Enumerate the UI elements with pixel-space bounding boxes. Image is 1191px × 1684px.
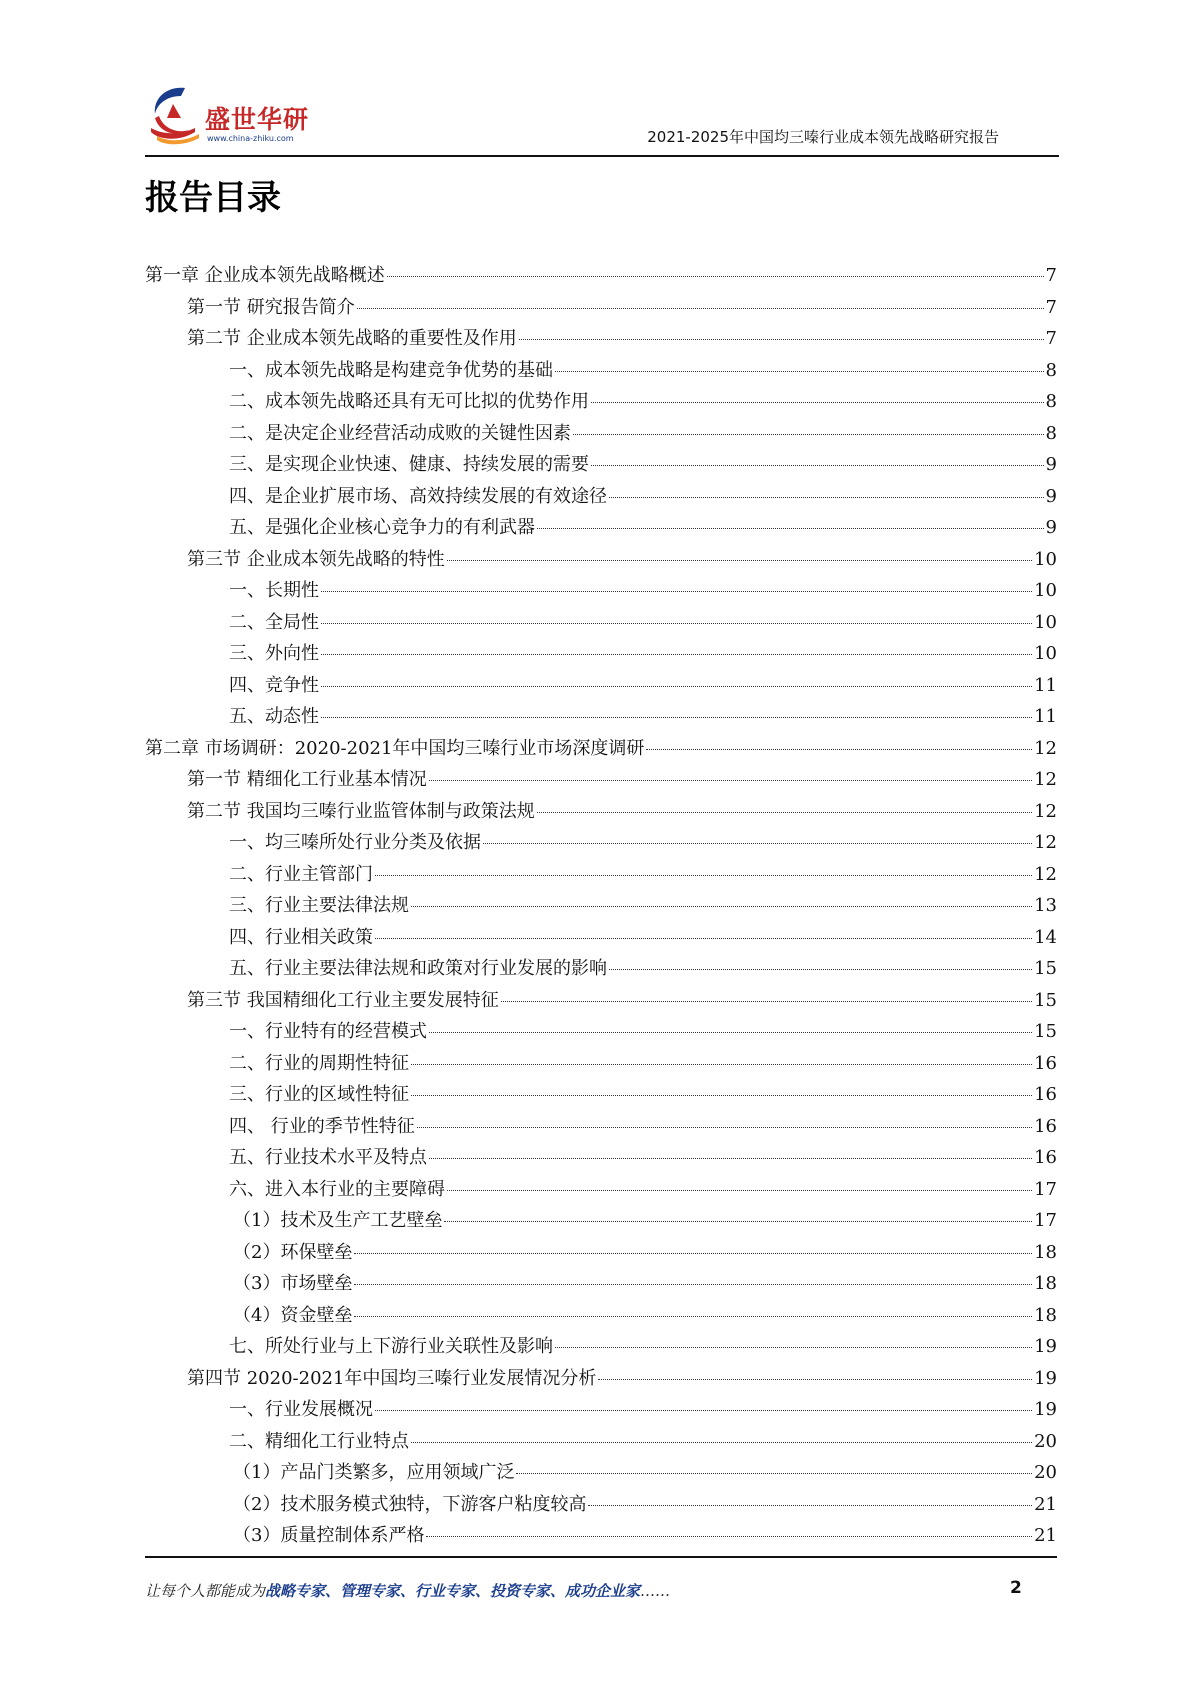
page-number: 2 <box>1010 1578 1022 1598</box>
toc-entry[interactable] <box>145 324 1057 356</box>
toc-entry[interactable] <box>145 702 1057 734</box>
toc-entry-page: 9 <box>1045 485 1057 507</box>
toc-dot-leader <box>591 402 1044 403</box>
toc-dot-leader <box>537 528 1044 529</box>
page-header <box>145 78 1059 158</box>
toc-entry-page: 21 <box>1034 1525 1057 1546</box>
toc-dot-leader <box>426 1536 1032 1537</box>
toc-entry-title: 四、竞争性 <box>229 674 319 696</box>
toc-dot-leader <box>411 1064 1032 1065</box>
toc-entry-title: 第二节 我国均三嗪行业监管体制与政策法规 <box>187 800 535 822</box>
logo-emblem-icon <box>145 84 205 146</box>
toc-dot-leader <box>321 623 1032 624</box>
logo-url: www.china-zhiku.com <box>207 134 294 143</box>
toc-entry-page: 15 <box>1034 1021 1057 1042</box>
toc-entry-page: 19 <box>1034 1399 1057 1420</box>
toc-entry-title: 第一章 企业成本领先战略概述 <box>145 265 385 286</box>
toc-dot-leader <box>411 1095 1032 1096</box>
toc-entry-title: 五、是强化企业核心竞争力的有利武器 <box>229 517 535 538</box>
toc-entry-page: 10 <box>1034 643 1057 664</box>
toc-entry[interactable] <box>145 734 1057 766</box>
toc-entry[interactable] <box>145 482 1057 514</box>
toc-entry-page: 15 <box>1034 989 1057 1011</box>
footer-divider <box>145 1556 1057 1558</box>
toc-entry-page: 12 <box>1034 737 1057 759</box>
toc-entry-page: 16 <box>1034 1147 1057 1168</box>
toc-entry-title: 第一节 精细化工行业基本情况 <box>187 769 427 790</box>
toc-entry-title: 二、成本领先战略还具有无可比拟的优势作用 <box>229 391 589 412</box>
toc-entry[interactable] <box>145 1269 1057 1301</box>
toc-entry-page: 18 <box>1034 1241 1057 1263</box>
toc-entry-title: 五、动态性 <box>229 706 319 727</box>
toc-entry[interactable] <box>145 1206 1057 1238</box>
toc-entry-title: 一、行业发展概况 <box>229 1399 373 1420</box>
toc-dot-leader <box>609 969 1032 970</box>
toc-entry-title: （2）环保壁垒 <box>233 1241 353 1263</box>
toc-entry[interactable] <box>145 797 1057 829</box>
toc-entry-title: 二、全局性 <box>229 611 319 633</box>
toc-entry-title: 二、是决定企业经营活动成败的关键性因素 <box>229 422 571 444</box>
toc-entry-page: 7 <box>1045 265 1057 286</box>
toc-entry-title: 第二章 市场调研：2020-2021年中国均三嗪行业市场深度调研 <box>145 737 645 759</box>
toc-entry-page: 8 <box>1045 391 1057 412</box>
toc-entry-title: （3）市场壁垒 <box>233 1273 353 1294</box>
toc-dot-leader <box>447 560 1032 561</box>
toc-entry[interactable] <box>145 639 1057 671</box>
logo-name: 盛世华研 <box>205 105 310 134</box>
toc-entry[interactable] <box>145 1521 1057 1553</box>
toc-entry-title: 三、外向性 <box>229 643 319 664</box>
toc-entry-page: 17 <box>1034 1210 1057 1231</box>
toc-dot-leader <box>483 843 1032 844</box>
toc-entry-page: 9 <box>1045 517 1057 538</box>
toc-dot-leader <box>354 1253 1032 1254</box>
toc-entry-page: 7 <box>1045 328 1057 349</box>
toc-entry[interactable] <box>145 293 1057 325</box>
toc-entry[interactable] <box>145 1049 1057 1081</box>
toc-entry-page: 10 <box>1034 548 1057 570</box>
toc-entry-page: 11 <box>1034 706 1057 727</box>
header-divider <box>145 155 1059 157</box>
toc-entry-page: 19 <box>1034 1367 1057 1389</box>
toc-entry-page: 20 <box>1034 1462 1057 1483</box>
toc-entry-title: 六、进入本行业的主要障碍 <box>229 1178 445 1200</box>
toc-entry-page: 13 <box>1034 895 1057 916</box>
toc-entry-page: 16 <box>1034 1115 1057 1137</box>
toc-entry-title: （3）质量控制体系严格 <box>233 1525 425 1546</box>
toc-dot-leader <box>357 308 1044 309</box>
toc-entry-title: （1）产品门类繁多，应用领域广泛 <box>233 1462 515 1483</box>
footer-slogan-suffix: …… <box>640 1582 671 1600</box>
toc-entry-page: 14 <box>1034 926 1057 948</box>
toc-entry-page: 12 <box>1034 832 1057 853</box>
toc-dot-leader <box>321 686 1032 687</box>
toc-entry-title: 五、行业主要法律法规和政策对行业发展的影响 <box>229 958 607 979</box>
toc-dot-leader <box>555 1347 1032 1348</box>
footer-slogan-prefix: 让每个人都能成为 <box>145 1582 266 1600</box>
toc-dot-leader <box>444 1221 1032 1222</box>
toc-entry-page: 10 <box>1034 611 1057 633</box>
toc-dot-leader <box>321 717 1032 718</box>
toc-entry-title: 三、行业主要法律法规 <box>229 895 409 916</box>
toc-dot-leader <box>354 1316 1032 1317</box>
toc-dot-leader <box>516 1473 1032 1474</box>
toc-entry[interactable] <box>145 860 1057 892</box>
toc-dot-leader <box>387 276 1044 277</box>
toc-dot-leader <box>537 812 1032 813</box>
toc-entry-page: 7 <box>1045 296 1057 318</box>
toc-entry-title: 五、行业技术水平及特点 <box>229 1147 427 1168</box>
toc-entry-title: 四、行业相关政策 <box>229 926 373 948</box>
toc-dot-leader <box>417 1127 1032 1128</box>
toc-entry-title: 第三节 我国精细化工行业主要发展特征 <box>187 989 499 1011</box>
toc-entry-title: 四、是企业扩展市场、高效持续发展的有效途径 <box>229 485 607 507</box>
toc-entry-page: 10 <box>1034 580 1057 601</box>
toc-entry[interactable] <box>145 1427 1057 1459</box>
toc-dot-leader <box>501 1001 1032 1002</box>
toc-entry[interactable] <box>145 954 1057 986</box>
toc-entry-page: 21 <box>1034 1493 1057 1515</box>
toc-entry-title: 第一节 研究报告简介 <box>187 296 355 318</box>
toc-entry-page: 12 <box>1034 769 1057 790</box>
toc-entry-title: （4）资金壁垒 <box>233 1304 353 1326</box>
toc-entry-title: 三、行业的区域性特征 <box>229 1084 409 1105</box>
toc-dot-leader <box>519 339 1044 340</box>
toc-entry[interactable] <box>145 1395 1057 1427</box>
toc-entry[interactable] <box>145 576 1057 608</box>
toc-dot-leader <box>429 1158 1032 1159</box>
toc-entry[interactable] <box>145 387 1057 419</box>
toc-dot-leader <box>573 434 1044 435</box>
toc-entry-page: 16 <box>1034 1084 1057 1105</box>
toc-entry[interactable] <box>145 513 1057 545</box>
toc-entry-page: 15 <box>1034 958 1057 979</box>
toc-dot-leader <box>321 591 1032 592</box>
page-title: 报告目录 <box>145 178 281 218</box>
toc-dot-leader <box>598 1379 1032 1380</box>
toc-entry-page: 18 <box>1034 1304 1057 1326</box>
toc-entry[interactable] <box>145 1112 1057 1144</box>
toc-dot-leader <box>609 497 1044 498</box>
toc-entry-title: 第四节 2020-2021年中国均三嗪行业发展情况分析 <box>187 1367 597 1389</box>
toc-dot-leader <box>588 1505 1032 1506</box>
toc-dot-leader <box>646 749 1032 750</box>
toc-entry-page: 11 <box>1034 674 1057 696</box>
toc-dot-leader <box>354 1284 1032 1285</box>
toc-dot-leader <box>375 875 1032 876</box>
toc-entry[interactable] <box>145 1080 1057 1112</box>
toc-entry-title: 一、均三嗪所处行业分类及依据 <box>229 832 481 853</box>
toc-entry-title: 三、是实现企业快速、健康、持续发展的需要 <box>229 454 589 475</box>
toc-entry-page: 9 <box>1045 454 1057 475</box>
toc-entry-title: 一、成本领先战略是构建竞争优势的基础 <box>229 359 553 381</box>
toc-entry-title: 二、行业的周期性特征 <box>229 1052 409 1074</box>
toc-entry[interactable] <box>145 828 1057 860</box>
toc-entry[interactable] <box>145 986 1057 1018</box>
toc-entry-title: （1）技术及生产工艺壁垒 <box>233 1210 443 1231</box>
toc-entry[interactable] <box>145 1175 1057 1207</box>
toc-dot-leader <box>375 1410 1032 1411</box>
toc-entry-page: 20 <box>1034 1430 1057 1452</box>
footer-slogan <box>145 1580 670 1601</box>
toc-entry-title: 第三节 企业成本领先战略的特性 <box>187 548 445 570</box>
toc-entry[interactable] <box>145 1458 1057 1490</box>
toc-entry-page: 19 <box>1034 1336 1057 1357</box>
footer-slogan-highlight: 战略专家、管理专家、行业专家、投资专家、成功企业家 <box>265 1582 641 1600</box>
table-of-contents <box>145 261 1057 1553</box>
company-logo <box>145 84 315 148</box>
toc-dot-leader <box>591 465 1044 466</box>
toc-entry-title: 二、行业主管部门 <box>229 863 373 885</box>
toc-entry[interactable] <box>145 419 1057 451</box>
toc-entry-page: 12 <box>1034 800 1057 822</box>
toc-entry-title: 一、行业特有的经营模式 <box>229 1021 427 1042</box>
toc-entry-page: 16 <box>1034 1052 1057 1074</box>
toc-entry[interactable] <box>145 765 1057 797</box>
toc-entry-title: 四、 行业的季节性特征 <box>229 1115 415 1137</box>
toc-entry[interactable] <box>145 356 1057 388</box>
document-title: 2021-2025年中国均三嗪行业成本领先战略研究报告 <box>647 128 999 146</box>
toc-entry[interactable] <box>145 608 1057 640</box>
toc-entry[interactable] <box>145 1301 1057 1333</box>
toc-entry[interactable] <box>145 923 1057 955</box>
toc-entry[interactable] <box>145 671 1057 703</box>
toc-dot-leader <box>555 371 1044 372</box>
toc-entry[interactable] <box>145 1490 1057 1522</box>
toc-entry-page: 12 <box>1034 863 1057 885</box>
toc-entry[interactable] <box>145 450 1057 482</box>
toc-entry[interactable] <box>145 1332 1057 1364</box>
toc-entry-page: 8 <box>1045 422 1057 444</box>
toc-entry-title: 二、精细化工行业特点 <box>229 1430 409 1452</box>
toc-dot-leader <box>321 654 1032 655</box>
toc-entry-title: 第二节 企业成本领先战略的重要性及作用 <box>187 328 517 349</box>
toc-dot-leader <box>411 1442 1032 1443</box>
toc-entry[interactable] <box>145 891 1057 923</box>
toc-entry-page: 8 <box>1045 359 1057 381</box>
toc-entry[interactable] <box>145 1364 1057 1396</box>
toc-dot-leader <box>375 938 1032 939</box>
toc-dot-leader <box>411 906 1032 907</box>
toc-entry-title: （2）技术服务模式独特，下游客户粘度较高 <box>233 1493 587 1515</box>
toc-entry[interactable] <box>145 1238 1057 1270</box>
toc-entry-page: 18 <box>1034 1273 1057 1294</box>
toc-entry[interactable] <box>145 261 1057 293</box>
toc-entry[interactable] <box>145 545 1057 577</box>
toc-entry-title: 七、所处行业与上下游行业关联性及影响 <box>229 1336 553 1357</box>
toc-dot-leader <box>447 1190 1032 1191</box>
toc-entry[interactable] <box>145 1017 1057 1049</box>
toc-dot-leader <box>429 1032 1032 1033</box>
toc-entry[interactable] <box>145 1143 1057 1175</box>
toc-dot-leader <box>429 780 1032 781</box>
toc-entry-page: 17 <box>1034 1178 1057 1200</box>
toc-entry-title: 一、长期性 <box>229 580 319 601</box>
